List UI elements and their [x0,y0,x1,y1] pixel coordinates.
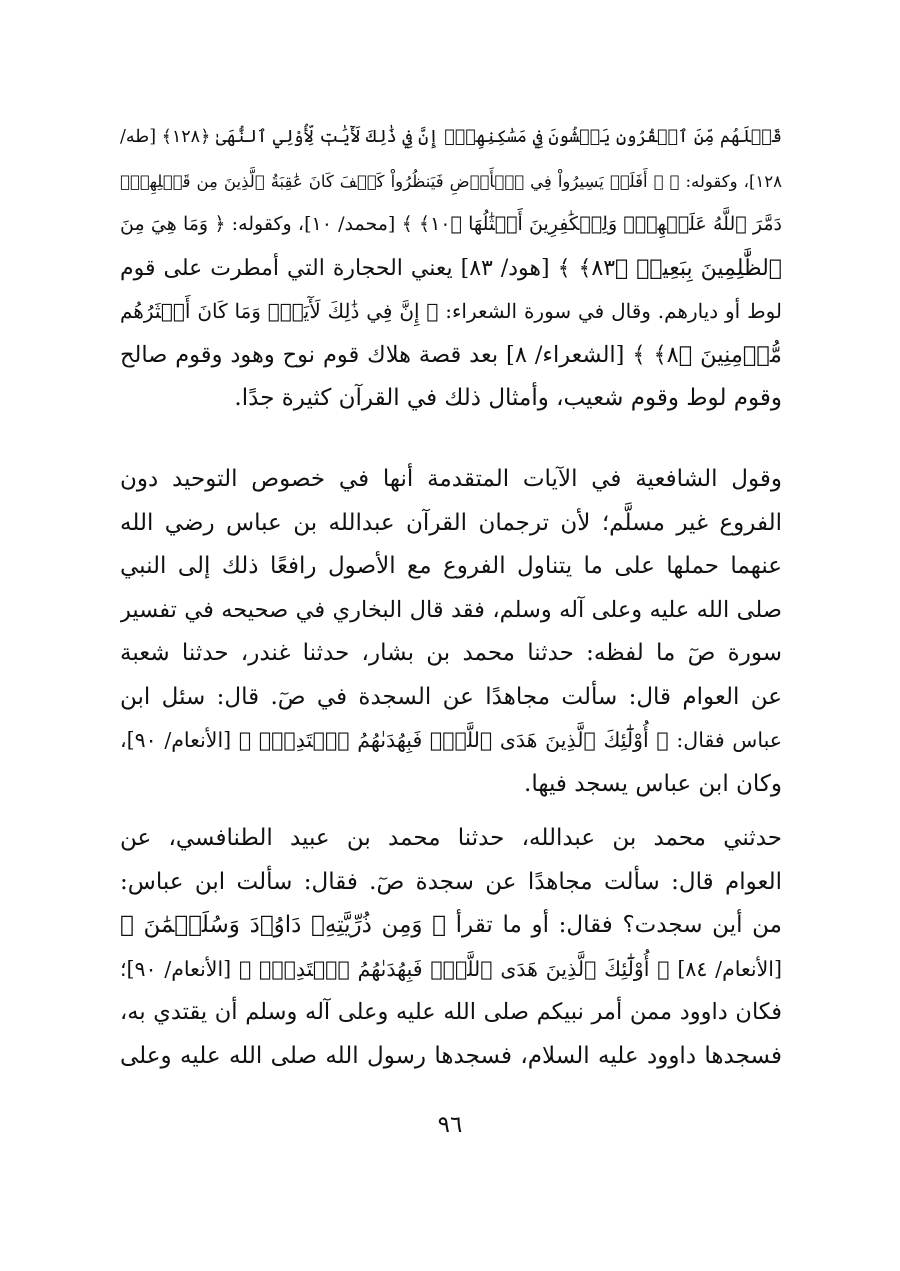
text-line: قَبۡلَهُم مِّنَ ٱلۡقُرُونِ يَمۡشُونَ فِي مَسَٰكِنِهِمۡۚ إِنَّ فِي ذَٰلِكَ لَأٓيَٰتٖ لِّأُوْلِي ٱلنُّهَىٰ ﴿١٢٨﴾ [طه/ [120,127,782,147]
text-line: سورة صٓ ما لفظه: حدثنا محمد بن بشار، حدثنا غندر، حدثنا شعبة [120,640,782,666]
paragraph-1 [120,116,782,421]
text-line: وقوم لوط وقوم شعيب، وأمثال ذلك في القرآن كثيرة جدًا. [234,385,782,411]
text-line: ١٢٨]، وكقوله: ﴿ ۞ أَفَلَمۡ يَسِيرُواْ فِي ٱلۡأَرۡضِ فَيَنظُرُواْ كَيۡفَ كَانَ عَٰقِبَةُ ٱلَّذِينَ مِن قَبۡلِهِمۡۖ [120,171,782,191]
paragraph-3 [120,817,782,1078]
paragraph-2 [120,458,782,806]
text-line: فكان داوود ممن أمر نبيكم صلى الله عليه وعلى آله وسلم أن يقتدي به، [120,999,782,1025]
page-number: ٩٦ [437,1112,463,1138]
text-line: صلى الله عليه وعلى آله وسلم، فقد قال البخاري في صحيحه في تفسير [120,596,782,623]
text-line: لوط أو ديارهم. وقال في سورة الشعراء: ﴿ إِنَّ فِي ذَٰلِكَ لَأٓيَةٗۖ وَمَا كَانَ أَكۡثَرُهُم [120,299,782,323]
text-line: وكان ابن عباس يسجد فيها. [524,770,782,797]
text-line: [الأنعام/ ٨٤] ﴿ أُوْلَٰٓئِكَ ٱلَّذِينَ هَدَى ٱللَّهُۖ فَبِهُدَىٰهُمُ ٱقۡتَدِهۡۗ ﴾ [الأنعام/ ٩٠]؛ [120,956,782,981]
text-line: العوام قال: سألت مجاهدًا عن سجدة صٓ. فقال: سألت ابن عباس: [120,868,782,895]
text-line: عباس فقال: ﴿ أُوْلَٰٓئِكَ ٱلَّذِينَ هَدَى ٱللَّهُۖ فَبِهُدَىٰهُمُ ٱقۡتَدِهۡۗ ﴾ [الأنعام/ ٩٠]، [120,728,782,752]
text-line: دَمَّرَ ٱللَّهُ عَلَيۡهِمۡۖ وَلِلۡكَٰفِرِينَ أَمۡثَٰلُهَا ﴿١٠﴾ ﴾ [محمد/ ١٠]، وكقوله: ﴿ وَمَا هِيَ مِنَ [120,213,782,235]
text-line: عنهما حملها على ما يتناول الفروع مع الأصول رافعًا ذلك إلى النبي [120,553,782,579]
text-line: عن العوام قال: سألت مجاهدًا عن السجدة في صٓ. قال: سئل ابن [120,683,782,710]
text-line: ٱلظَّٰلِمِينَ بِبَعِيدٖ ﴿٨٣﴾ ﴾ [هود/ ٨٣] يعني الحجارة التي أمطرت على قوم [120,255,782,281]
text-line: فسجدها داوود عليه السلام، فسجدها رسول الله صلى الله عليه وعلى [120,1042,782,1069]
text-line: من أين سجدت؟ فقال: أو ما تقرأ ﴿ وَمِن ذُرِّيَّتِهِۦ دَاوُۥدَ وَسُلَيۡمَٰنَ ﴾ [120,912,782,938]
text-line: مُّؤۡمِنِينَ ﴿٨﴾ ﴾ [الشعراء/ ٨] بعد قصة هلاك قوم نوح وهود وقوم صالح [120,341,782,368]
text-line: الفروع غير مسلَّم؛ لأن ترجمان القرآن عبدالله بن عباس رضي الله [120,509,782,536]
text-line: حدثني محمد بن عبدالله، حدثنا محمد بن عبيد الطنافسي، عن [120,825,782,851]
text-line: وقول الشافعية في الآيات المتقدمة أنها في خصوص التوحيد دون [120,466,782,492]
